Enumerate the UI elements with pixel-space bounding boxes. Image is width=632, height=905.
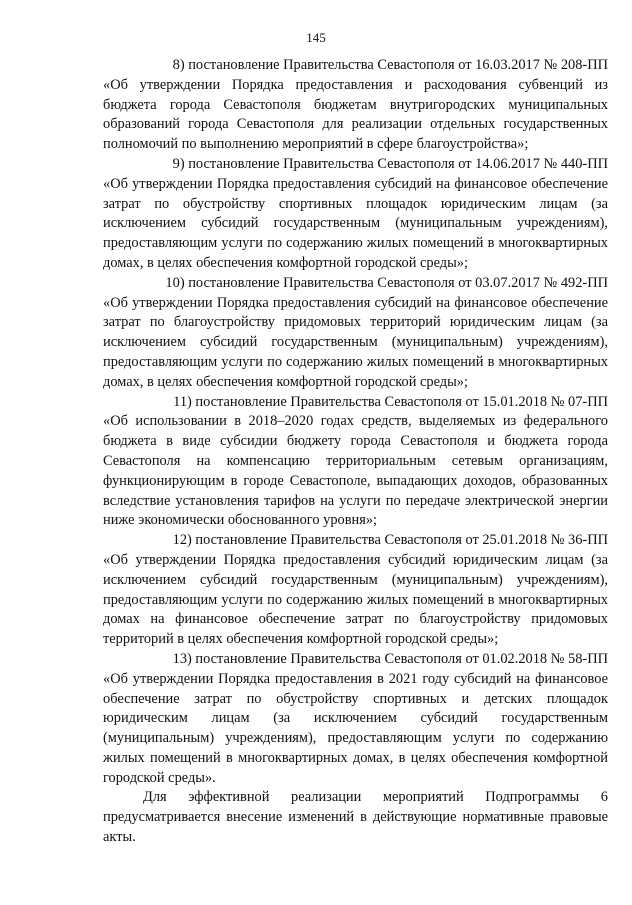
resolution-title: «Об утверждении Порядка предоставления в 2021 году субсидий на финансовое обеспечение затрат по обустройству спортивных и детских площадок юридическим лицам (за исключением субсидий государственным (муниципальным) учреждениям), предоставляющим услуги по содержанию жилых помещений в многоквартирных домах, в целях обеспечения комфортной городской среды».: [103, 670, 608, 786]
list-item-13: [103, 650, 608, 789]
list-item-8: [103, 56, 608, 155]
list-item-12: [103, 531, 608, 650]
resolution-reference: 8) постановление Правительства Севастополя от 16.03.2017 № 208-ПП: [172, 57, 608, 73]
list-item-9: [103, 155, 608, 274]
resolution-reference: 9) постановление Правительства Севастополя от 14.06.2017 № 440-ПП: [172, 155, 608, 172]
resolution-reference: 12) постановление Правительства Севастополя от 25.01.2018 № 36-ПП: [172, 532, 608, 549]
list-item-10: [103, 274, 608, 393]
resolution-title: «Об утверждении Порядка предоставления субсидий на финансовое обеспечение затрат по обустройству спортивных площадок юридическим лицам (за исключением субсидий государственным (муниципальным учреждениям), предоставляющим услуги по содержанию жилых помещений в многоквартирных домах, в целях обеспечения комфортной городской среды»;: [103, 175, 608, 271]
resolution-title: «Об утверждении Порядка предоставления субсидий на финансовое обеспечение затрат по благоустройству придомовых территорий юридическим лицам (за исключением субсидий государственным (муниципальным) учреждениям), предоставляющим услуги по содержанию жилых помещений в многоквартирных домах, в целях обеспечения комфортной городской среды»;: [103, 294, 608, 390]
resolution-title: «Об использовании в 2018–2020 годах средств, выделяемых из федерального бюджета в виде субсидии бюджету города Севастополя и бюджета города Севастополя на компенсацию территориальным сетевым организациям, функционирующим в городе Севастополе, выпадающих доходов, образованных вследствие установления тарифов на услуги по передаче электрической энергии ниже экономически обоснованного уровня»;: [103, 413, 608, 529]
resolution-title: «Об утверждении Порядка предоставления и расходования субвенций из бюджета города Севастополя бюджетам внутригородских муниципальных образований города Севастополя для реализации отдельных государственных полномочий по выполнению мероприятий в сфере благоустройства»;: [103, 76, 608, 153]
document-body: [103, 56, 608, 848]
resolution-reference: 10) постановление Правительства Севастополя от 03.07.2017 № 492-ПП: [165, 274, 608, 291]
list-item-11: [103, 393, 608, 532]
resolution-reference: 13) постановление Правительства Севастополя от 01.02.2018 № 58-ПП: [172, 650, 608, 667]
resolution-title: «Об утверждении Порядка предоставления субсидий юридическим лицам (за исключением субсидий государственным (муниципальным) учреждениям), предоставляющим услуги по содержанию жилых помещений в многоквартирных домах на финансовое обеспечение затрат по благоустройству придомовых территорий в целях обеспечения комфортной городской среды»;: [103, 551, 608, 648]
page-number: 145: [306, 30, 326, 45]
closing-paragraph: Для эффективной реализации мероприятий Подпрограммы 6 предусматривается внесение изменений в действующие нормативные правовые акты.: [103, 789, 608, 846]
resolution-reference: 11) постановление Правительства Севастополя от 15.01.2018 № 07-ПП: [173, 393, 608, 410]
